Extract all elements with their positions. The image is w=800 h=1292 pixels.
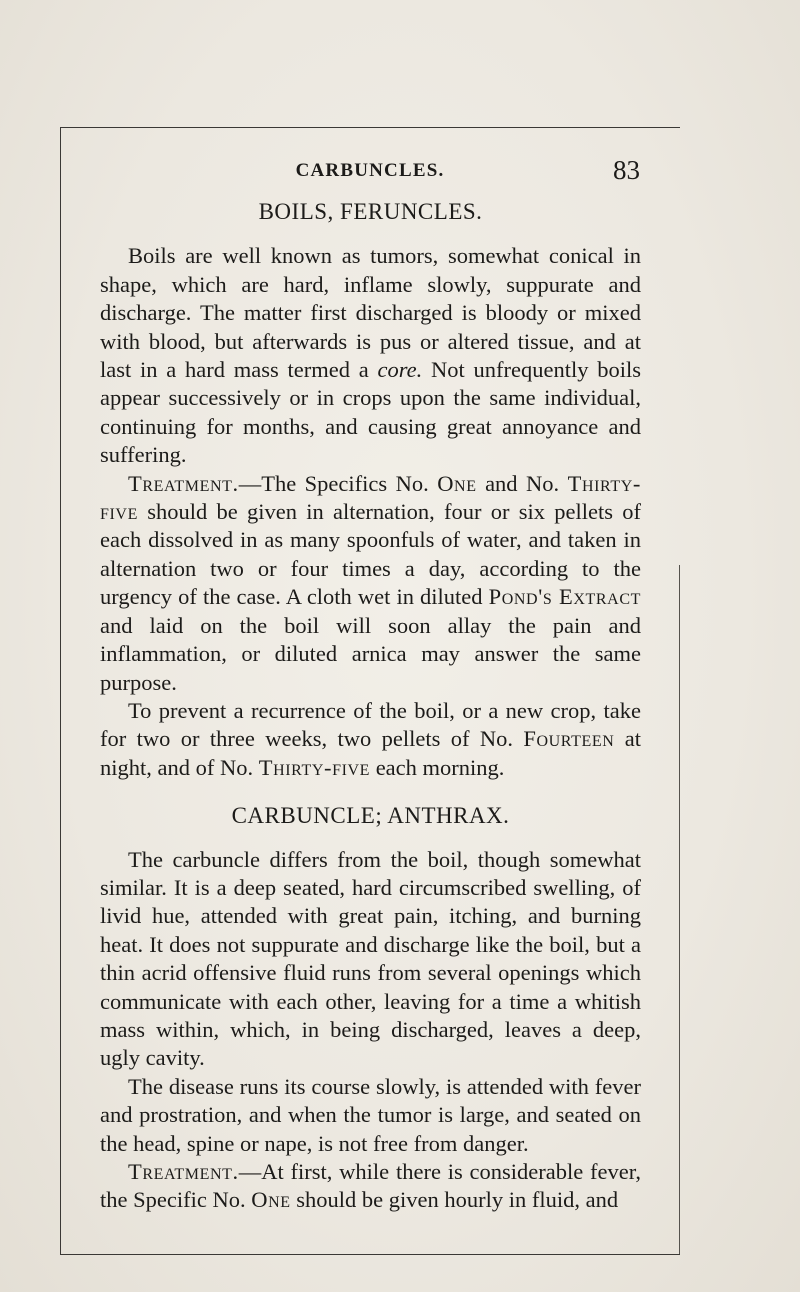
prevention-text: To prevent a recurrence of the boil, or a new crop, take for two or three weeks, two pellets of No. [100, 697, 641, 752]
page-header [100, 155, 640, 185]
core-term: core. [377, 357, 423, 383]
frame-top-rule [60, 127, 680, 128]
carbuncle-course-paragraph: The disease runs its course slowly, is attended with fever and prostration, and when the tumor is large, and seated on the head, spine or nape, is not free from danger. [100, 1073, 641, 1156]
boils-treatment-paragraph [100, 470, 641, 697]
treatment-text: —At first, while there is considerable fever, the Specific No. [100, 1159, 641, 1213]
boils-description-text: Boils are well known as tumors, somewhat conical in shape, which are hard, inflame slowly, suppurate and discharge. The matter first discharged is bloody or mixed with blood, but afterwards is pus or altered tissue, and at last in a hard mass termed a [100, 243, 641, 383]
treatment-text: and No. [476, 470, 568, 496]
boils-description-paragraph [100, 242, 641, 469]
boils-prevention-paragraph [100, 697, 641, 782]
treatment-text: should be given hourly in fluid, and [290, 1187, 619, 1213]
treatment-text: —The Specifics No. [238, 470, 438, 496]
prevention-text: each morning. [370, 754, 505, 780]
frame-bottom-rule [60, 1254, 680, 1255]
specific-fourteen: Fourteen [523, 726, 615, 752]
ponds-extract: Pond's Extract [488, 584, 641, 610]
section-heading-boils: BOILS, FERUNCLES. [258, 199, 483, 224]
boils-description-text-continued: Not unfrequently boils appear successively or in crops upon the same individual, continuing for months, and causing great annoyance and suffering. [100, 357, 641, 468]
prevention-text: at night, and of No. [100, 726, 641, 780]
treatment-text: should be given in alternation, four or six pellets of each dissolved in as many spoonfuls of water, and taken in alternation two or four times a day, according to the urgency of the case. A cloth wet in diluted [100, 499, 641, 610]
treatment-label: Treatment. [128, 470, 239, 496]
page-body [100, 195, 641, 1215]
frame-left-rule [60, 127, 61, 1255]
running-title: CARBUNCLES. [295, 160, 445, 181]
specific-thirty-five: Thirty-five [258, 754, 371, 780]
specific-one: One [437, 470, 477, 496]
page-number: 83 [613, 155, 640, 185]
frame-right-rule [679, 565, 680, 1255]
carbuncle-treatment-paragraph [100, 1158, 641, 1215]
carbuncle-description-paragraph: The carbuncle differs from the boil, though somewhat similar. It is a deep seated, hard circumscribed swelling, of livid hue, attended with great pain, itching, and burning heat. It does not suppurate and discharge like the boil, but a thin acrid offensive fluid runs from several openings which communicate with each other, leaving for a time a whitish mass within, which, in being discharged, leaves a deep, ugly cavity. [100, 846, 641, 1071]
treatment-label: Treatment. [128, 1159, 239, 1184]
treatment-text: and laid on the boil will soon allay the pain and inflammation, or diluted arnica may answer the same purpose. [100, 612, 641, 695]
section-heading-carbuncle: CARBUNCLE; ANTHRAX. [231, 803, 510, 829]
specific-one: One [251, 1187, 291, 1213]
specific-thirty-five: Thirty-five [100, 470, 641, 525]
